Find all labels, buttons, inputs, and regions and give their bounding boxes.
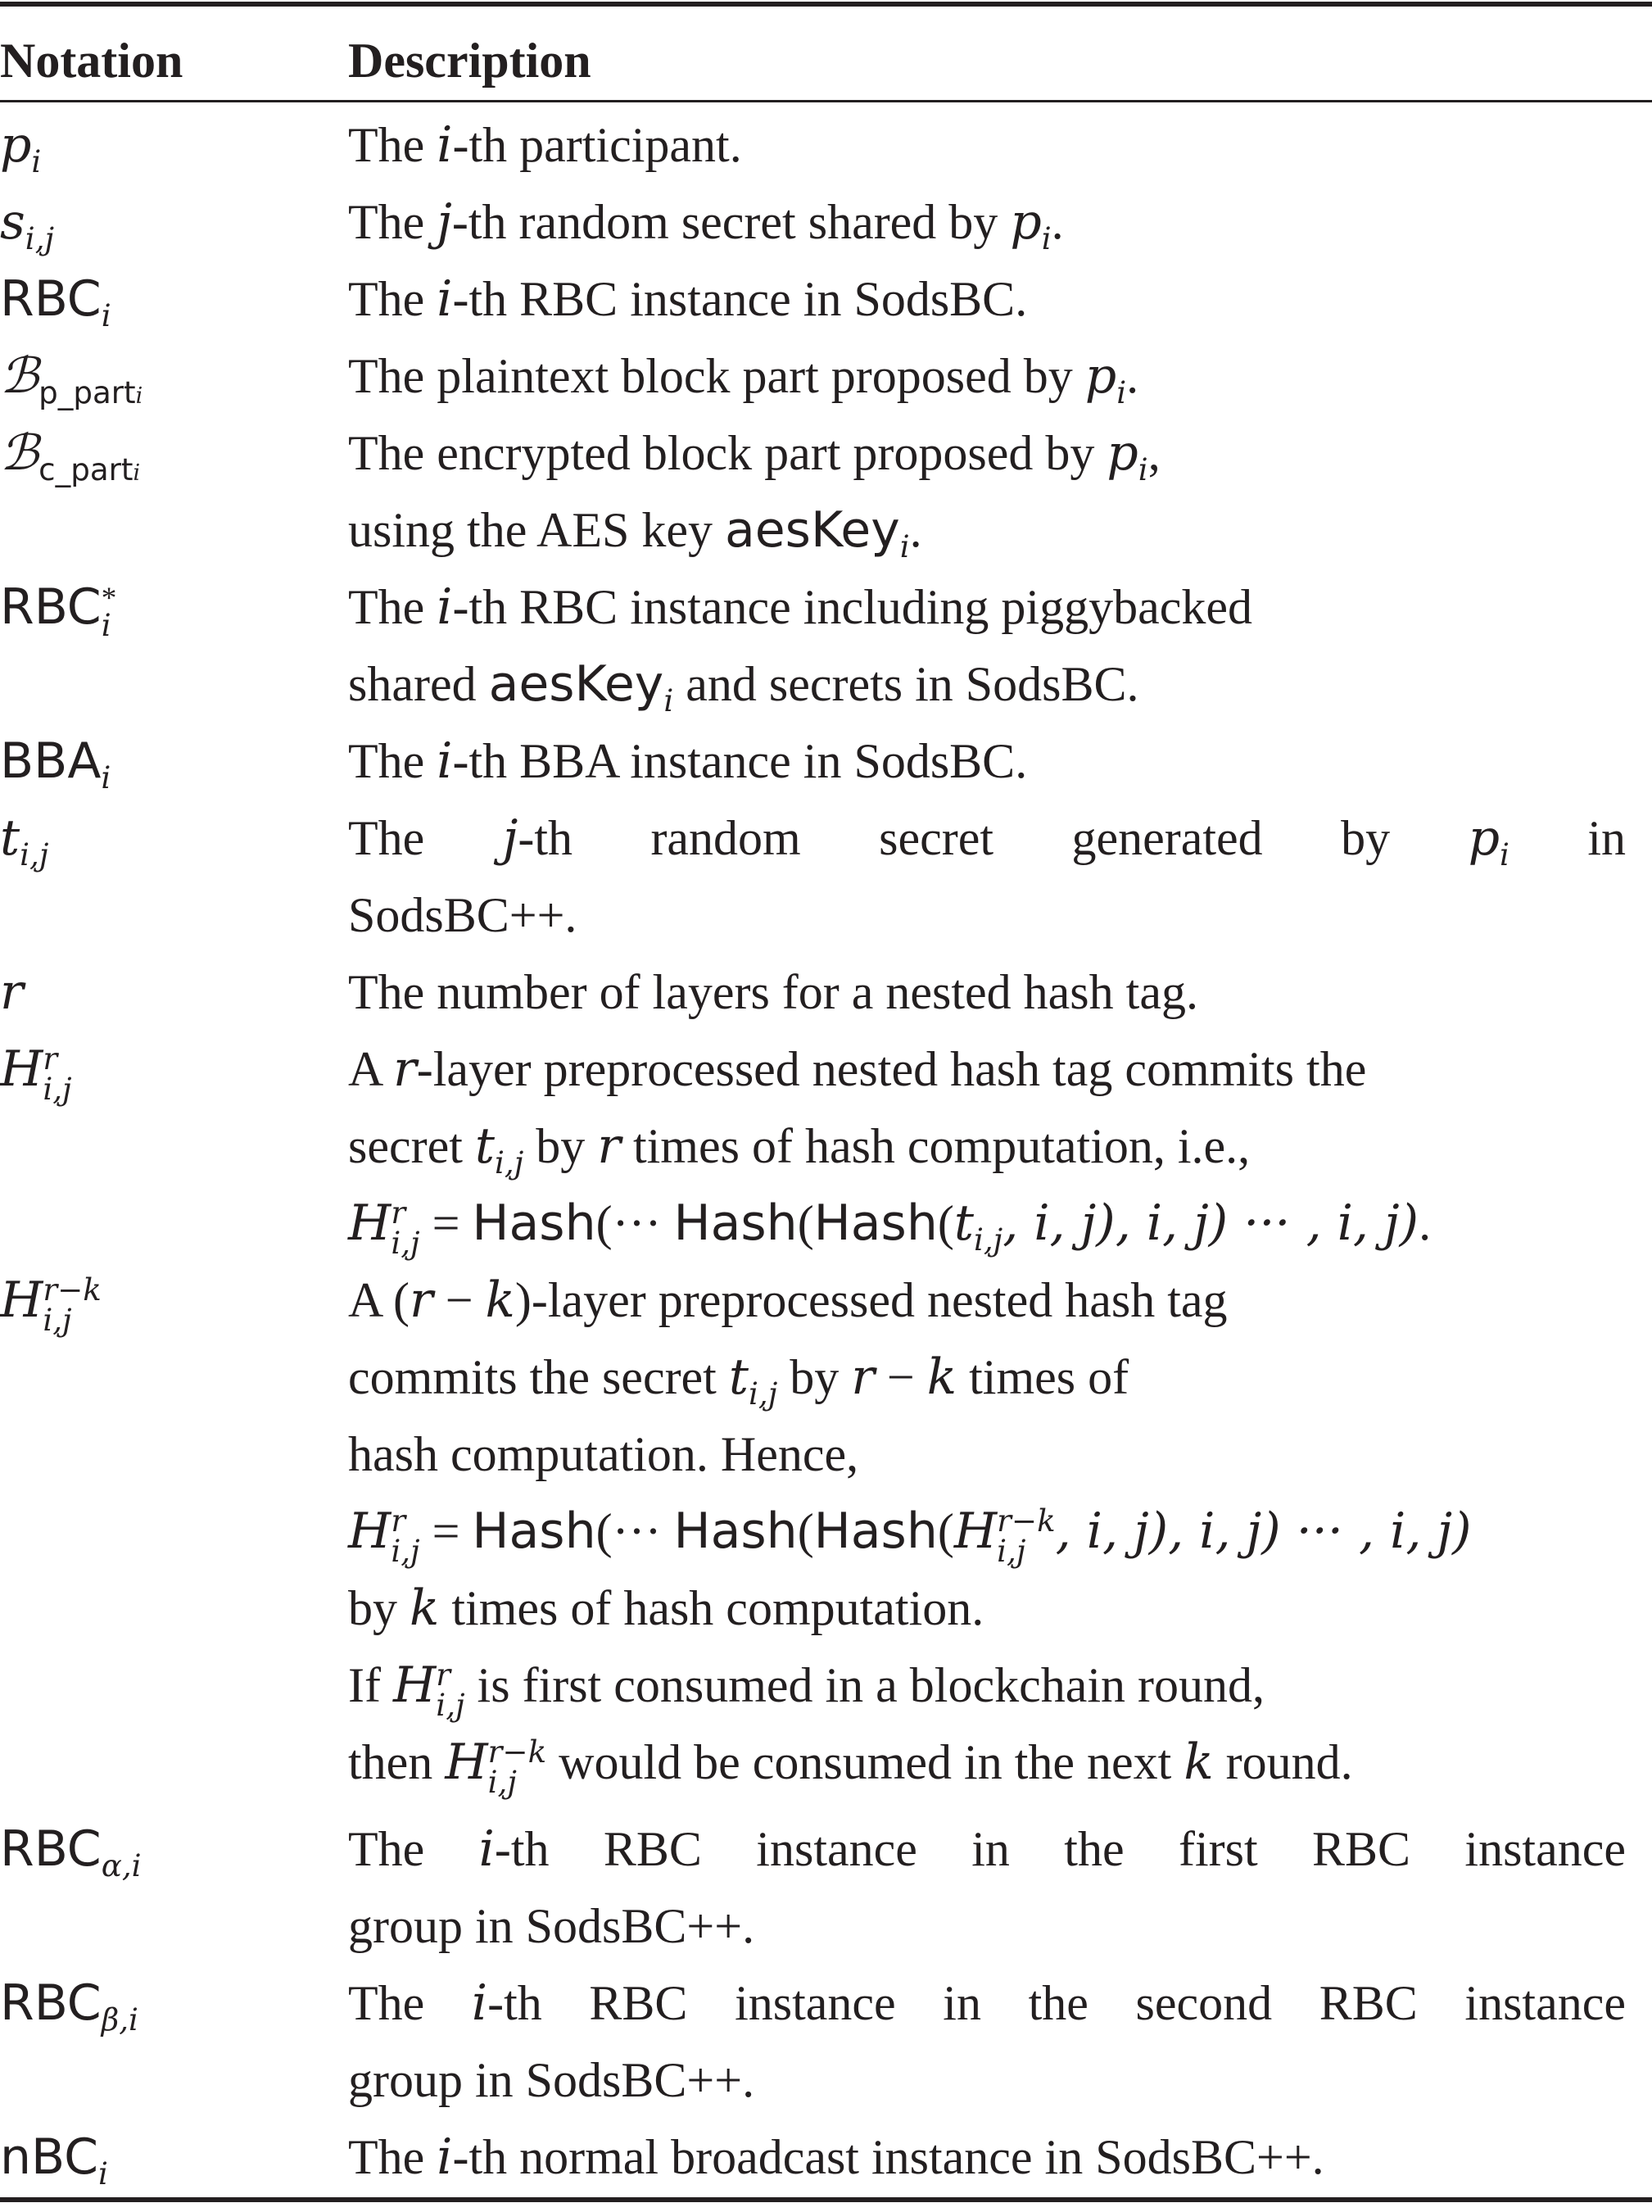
description-cell: The i-th RBC instance in SodsBC. <box>348 270 1028 328</box>
description-cell: The plaintext block part proposed by $p_i$. <box>348 347 1139 410</box>
description-cell: The i-th participant. <box>348 116 742 174</box>
notation-cell: nBC$_i$ <box>0 2128 108 2192</box>
header-notation: Notation <box>0 34 183 88</box>
description-cell: A r-layer preprocessed nested hash tag commits the secret $t_{i,j}$ by r times of hash computation, i.e., H r i,j = Hash(··· $Hash(Hash(t_{i,j}$, i, j), i, j) ··· , i, j). <box>348 1040 1432 1262</box>
table-header-rule <box>0 100 1652 102</box>
description-cell: The i-th RBC instance in the first RBC instance group in SodsBC++. <box>348 1820 1626 1953</box>
notation-cell: ℬ$_{p\_parti}$ <box>0 347 143 410</box>
notation-cell: H r i,j <box>0 1040 72 1108</box>
notation-cell: RBC * i <box>0 578 117 644</box>
notation-cell: $p_i$ <box>0 116 42 179</box>
table-top-rule <box>0 2 1652 7</box>
description-cell: The i-th BBA instance in SodsBC. <box>348 732 1028 790</box>
table-bottom-rule <box>0 2197 1652 2202</box>
notation-cell: H r−k i,j <box>0 1271 102 1339</box>
notation-cell: ℬ$_{c\_parti}$ <box>0 424 141 487</box>
description-cell: The i-th RBC instance in the second RBC instance group in SodsBC++. <box>348 1974 1626 2107</box>
notation-cell: $BBA_i$ <box>0 732 111 796</box>
notation-cell: $RBC_{\beta,i}$ <box>0 1974 138 2037</box>
notation-cell: $RBC_i$ <box>0 270 111 333</box>
notation-cell: $t_{i,j}$ <box>0 809 49 873</box>
description-cell: The encrypted block part proposed by $p_i$, using the AES key aesKey$_i$. <box>348 424 1161 564</box>
notation-cell: r <box>0 963 24 1021</box>
notation-cell: $s_{i,j}$ <box>0 193 55 256</box>
description-cell: The j-th random secret shared by $p_i$. <box>348 193 1064 256</box>
notation-cell: $RBC_{\alpha,i}$ <box>0 1820 142 1883</box>
description-cell: A (r − k)-layer preprocessed nested hash tag commits the secret $t_{i,j}$ by r − k times of hash computation. Hence, H r i,j = Hash(··· Hash(Hash(H r−k i,j , i, j), i, j) ··· , i, j) by k times of hash computation. If H r i,j is first consumed in a blockchain round, then H r−k i,j would be consumed in the next k round. <box>348 1271 1472 1801</box>
description-cell: The number of layers for a nested hash tag. <box>348 965 1198 1019</box>
header-description: Description <box>348 34 591 88</box>
description-cell: The i-th normal broadcast instance in SodsBC++. <box>348 2128 1324 2186</box>
description-cell: The j-th random secret generated by $p_i$ in SodsBC++. <box>348 809 1627 942</box>
description-cell: The i-th RBC instance including piggybacked shared aesKey$_i$ and secrets in SodsBC. <box>348 578 1252 718</box>
